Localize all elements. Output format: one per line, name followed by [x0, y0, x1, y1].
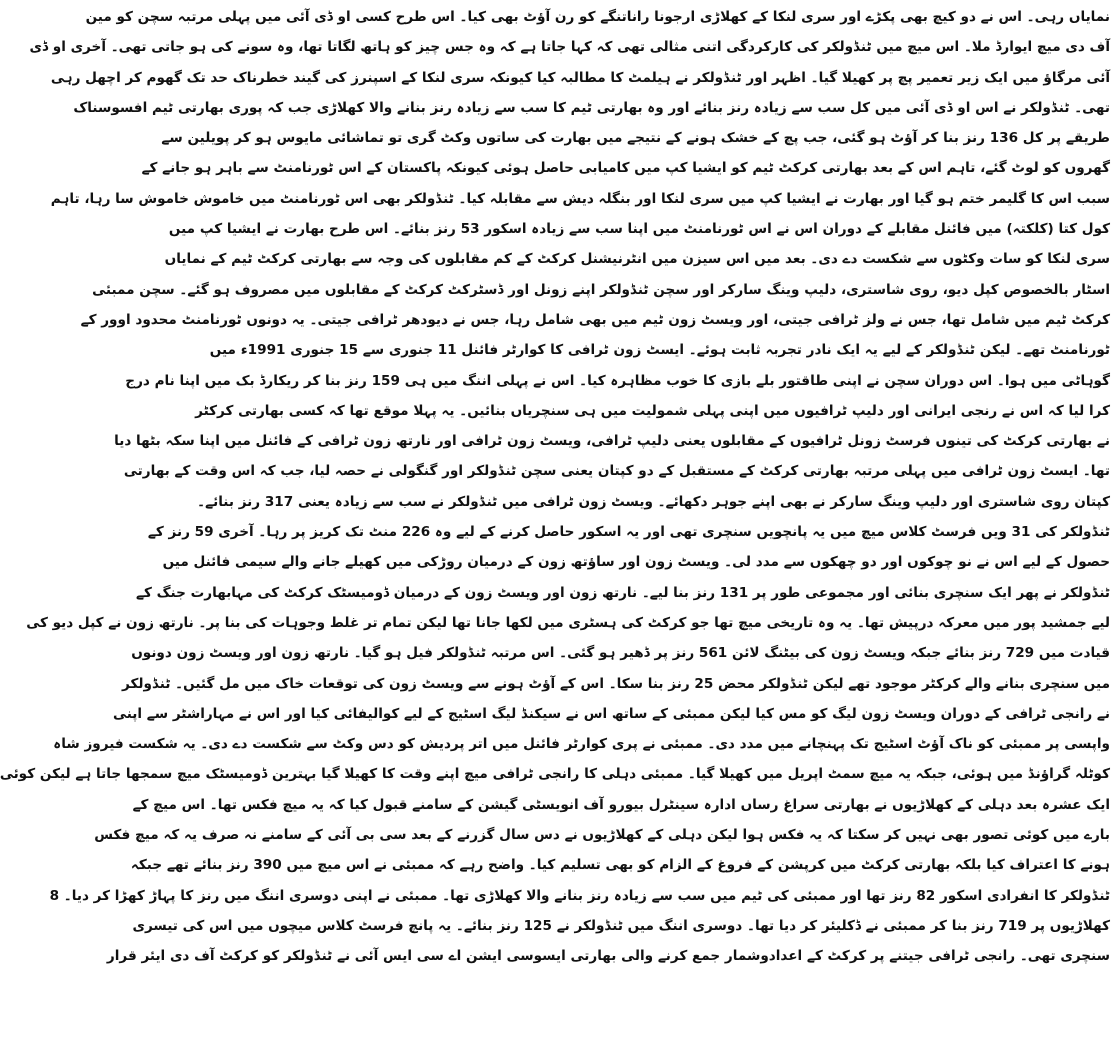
article-line: قیادت میں 729 رنز بنائے جبکہ ویسٹ زون کی بیٹنگ لائن 561 رنز پر ڈھیر ہو گئی۔ اس مرتبہ ٹنڈولکر فیل ہو گیا۔ نارتھ زون اور ویسٹ زون دونوں [131, 645, 1110, 662]
article-line: ایک عشرہ بعد دہلی کے کھلاڑیوں نے بھارتی سراغ رساں ادارہ سینٹرل بیورو آف انویسٹی گیشن کے سامنے قبول کیا کہ یہ میچ فکس تھا۔ اس میچ کے [132, 796, 1110, 813]
article-line: ٹورنامنٹ تھے۔ لیکن ٹنڈولکر کے لیے یہ ایک نادر تجربہ ثابت ہوئے۔ ایسٹ زون ٹرافی کا کوارٹر فائنل 11 جنوری سے 15 جنوری 1991ء میں [209, 342, 1110, 359]
article-line: آف دی میچ ایوارڈ ملا۔ اس میچ میں ٹنڈولکر کی کارکردگی اتنی مثالی تھی کہ کہا جاتا ہے کہ وہ جس چیز کو ہاتھ لگاتا تھا، وہ سونے کی ہو جاتی تھی۔ آخری او ڈی [29, 39, 1110, 56]
article-line: نے رانجی ٹرافی کے دوران ویسٹ زون لیگ کو مس کیا لیکن ممبئی کے ساتھ اس نے سیکنڈ لیگ اسٹیج کے لیے کوالیفائی کیا اور اس نے مہاراشٹر سے اپنی [112, 705, 1110, 722]
article-line: نے بھارتی کرکٹ کی تینوں فرسٹ زونل ٹرافیوں کے مقابلوں یعنی دلیپ ٹرافی، ویسٹ زون ٹرافی اور نارتھ زون ٹرافی کے فائنل میں اپنا سکہ بٹھا دیا [114, 433, 1110, 450]
article-line: حصول کے لیے اس نے نو چوکوں اور دو چھکوں سے مدد لی۔ ویسٹ زون اور ساؤتھ زون کے درمیان روڑکی میں کھیلے جانے والے سیمی فائنل میں [162, 554, 1110, 571]
article-line [455, 972, 1110, 1002]
article-line: تھا۔ ایسٹ زون ٹرافی میں پہلی مرتبہ بھارتی کرکٹ کے مستقبل کے دو کپتان یعنی سچن ٹنڈولکر اور گنگولی نے حصہ لیا، جب کہ اس وقت کے بھارتی [123, 463, 1110, 480]
article-line: طریقے پر کل 136 رنز بنا کر آؤٹ ہو گئی، جب پچ کے خشک ہونے کے نتیجے میں بھارت کی ساتوں وکٹ گری تو تماشائی مایوس ہو کر پویلین سے [161, 130, 1110, 147]
article-line: گوہاٹی میں ہوا۔ اس دوران سچن نے اپنی طاقتور بلے بازی کا خوب مظاہرہ کیا۔ اس نے پہلی اننگ میں ہی 159 رنز بنا کر ریکارڈ بک میں اپنا نام درج [125, 372, 1110, 389]
article-line: گھروں کو لوٹ گئے، تاہم اس کے بعد بھارتی کرکٹ ٹیم کو ایشیا کپ میں کامیابی حاصل ہوئی کیونکہ پاکستان کے اس ٹورنامنٹ سے باہر ہو جانے کے [141, 160, 1110, 177]
article-line: کھلاڑیوں پر 719 رنز بنا کر ممبئی نے ڈکلیئر کر دیا تھا۔ دوسری اننگ میں ٹنڈولکر نے 125 رنز بنائے۔ یہ پانچ فرسٹ کلاس میچوں میں اس کی تیسری [132, 917, 1110, 934]
article-line: ٹنڈولکر کی 31 ویں فرسٹ کلاس میچ میں یہ پانچویں سنچری تھی اور یہ اسکور حاصل کرنے کے لیے وہ 226 منٹ تک کریز پر رہا۔ آخری 59 رنز کے [147, 524, 1110, 541]
article-line: لیے جمشید پور میں معرکہ درپیش تھا۔ یہ وہ تاریخی میچ تھا جو کرکٹ کی ہسٹری میں لکھا جانا تھا لیکن تمام تر غلط وجوہات کی بنا پر۔ نارتھ زون نے کپل دیو کی [26, 614, 1110, 631]
article-line: سنچری تھی۔ رانجی ٹرافی جیتنے پر کرکٹ کے اعدادوشمار جمع کرنے والی بھارتی ایسوسی ایشن اے سی ایس آئی نے ٹنڈولکر کو کرکٹ آف دی ایئر قرار [106, 948, 1110, 965]
article-line: واپسی پر ممبئی کو ناک آؤٹ اسٹیج تک پہنچانے میں مدد دی۔ ممبئی نے پری کوارٹر فائنل میں اتر پردیش کو دس وکٹ سے شکست دے دی۔ یہ شکست فیروز شاہ [53, 736, 1110, 753]
article-line: اسٹار بالخصوص کپل دیو، روی شاستری، دلیپ وینگ سارکر اور سچن ٹنڈولکر اپنے زونل اور ڈسٹرکٹ کرکٹ کے مقابلوں میں مصروف ہو گئے۔ سچن ممبئی [92, 281, 1110, 298]
article-line: آئی مرگاؤ میں ایک زیر تعمیر پچ پر کھیلا گیا۔ اظہر اور ٹنڈولکر نے ہیلمٹ کا مطالبہ کیا کیونکہ سری لنکا کے اسپنرز کی گیند خطرناک حد تک گھوم کر اچھل رہی [50, 69, 1110, 86]
article-line: سبب اس کا گلیمر ختم ہو گیا اور بھارت نے ایشیا کپ میں سری لنکا اور بنگلہ دیش سے مقابلہ کیا۔ ٹنڈولکر بھی اس ٹورنامنٹ میں خاموش خاموش سا رہا، تاہم [50, 190, 1110, 207]
article-line: سری لنکا کو سات وکٹوں سے شکست دے دی۔ بعد میں اس سیزن میں انٹرنیشنل کرکٹ کے کم مقابلوں کی وجہ سے بھارتی کرکٹ ٹیم کے نمایاں [164, 251, 1110, 268]
article-line: کول کتا (کلکتہ) میں فائنل مقابلے کے دوران اس نے اس ٹورنامنٹ میں اپنا سب سے زیادہ اسکور 53 رنز بنائے۔ اس طرح بھارت نے ایشیا کپ میں [168, 221, 1110, 238]
article-line: نمایاں رہی۔ اس نے دو کیچ بھی پکڑے اور سری لنکا کے کھلاڑی ارجونا راناتنگے کو رن آؤٹ بھی کیا۔ اس طرح کسی او ڈی آئی میں پہلی مرتبہ سچن کو مین [85, 9, 1110, 25]
article-line: ٹنڈولکر نے پھر ایک سنچری بنائی اور مجموعی طور پر 131 رنز بنا لیے۔ نارتھ زون اور ویسٹ زون کے درمیان ڈومیسٹک کرکٹ کی مہابھارت جنگ کے [136, 584, 1110, 601]
article-line: بارے میں کوئی تصور بھی نہیں کر سکتا کہ یہ فکس ہوا لیکن دہلی کے کھلاڑیوں نے دس سال گزرنے کے بعد سی بی آئی کے سامنے نہ صرف یہ کہ میچ فکس [94, 827, 1110, 844]
article-line: کپتان روی شاستری اور دلیپ وینگ سارکر نے بھی اپنے جوہر دکھائے۔ ویسٹ زون ٹرافی میں ٹنڈولکر نے سب سے زیادہ یعنی 317 رنز بنائے۔ [197, 493, 1110, 510]
article-line: کوٹلہ گراؤنڈ میں ہوئی، جبکہ یہ میچ سمٹ اپریل میں کھیلا گیا۔ ممبئی دہلی کا رانجی ٹرافی میچ اپنے وقت کا کھیلا گیا بہترین ڈومیسٹک میچ سمجھا جاتا ہے لیکن کوئی [0, 766, 1110, 783]
article-line: ٹنڈولکر کا انفرادی اسکور 82 رنز تھا اور ممبئی کی ٹیم میں سب سے زیادہ رنز بنانے والا کھلاڑی تھا۔ ممبئی نے اپنی دوسری اننگ میں رنز کا پہاڑ کھڑا کر دیا۔ 8 [49, 887, 1110, 904]
article-line: کرا لیا کہ اس نے رنجی ایرانی اور دلیپ ٹرافیوں میں اپنی پہلی شمولیت میں ہی سنچریاں بنائیں۔ یہ پہلا موقع تھا کہ کسی بھارتی کرکٹر [195, 402, 1110, 419]
article-line: میں سنچری بنانے والے کرکٹر موجود تھے لیکن ٹنڈولکر محض 25 رنز بنا سکا۔ اس کے آؤٹ ہونے سے ویسٹ زون کی توقعات خاک میں مل گئیں۔ ٹنڈولکر [122, 675, 1110, 692]
article-line: کرکٹ ٹیم میں شامل تھا، جس نے ولز ٹرافی جیتی، اور ویسٹ زون ٹیم میں بھی شامل رہا، جس نے دیودھر ٹرافی جیتی۔ یہ دونوں ٹورنامنٹ محدود اوور کے [80, 311, 1110, 328]
article-line: ہونے کا اعتراف کیا بلکہ بھارتی کرکٹ میں کرپشن کے فروغ کے الزام کو بھی تسلیم کیا۔ واضح رہے کہ ممبئی نے اس میچ میں 390 رنز بنائے تھے جبکہ [130, 857, 1110, 874]
article-line: تھی۔ ٹنڈولکر نے اس او ڈی آئی میں کل سب سے زیادہ رنز بنائے اور وہ بھارتی ٹیم کا سب سے زیادہ رنز بنانے والا کھلاڑی جب کہ پوری بھارتی ٹیم افسوسناک [73, 99, 1110, 116]
